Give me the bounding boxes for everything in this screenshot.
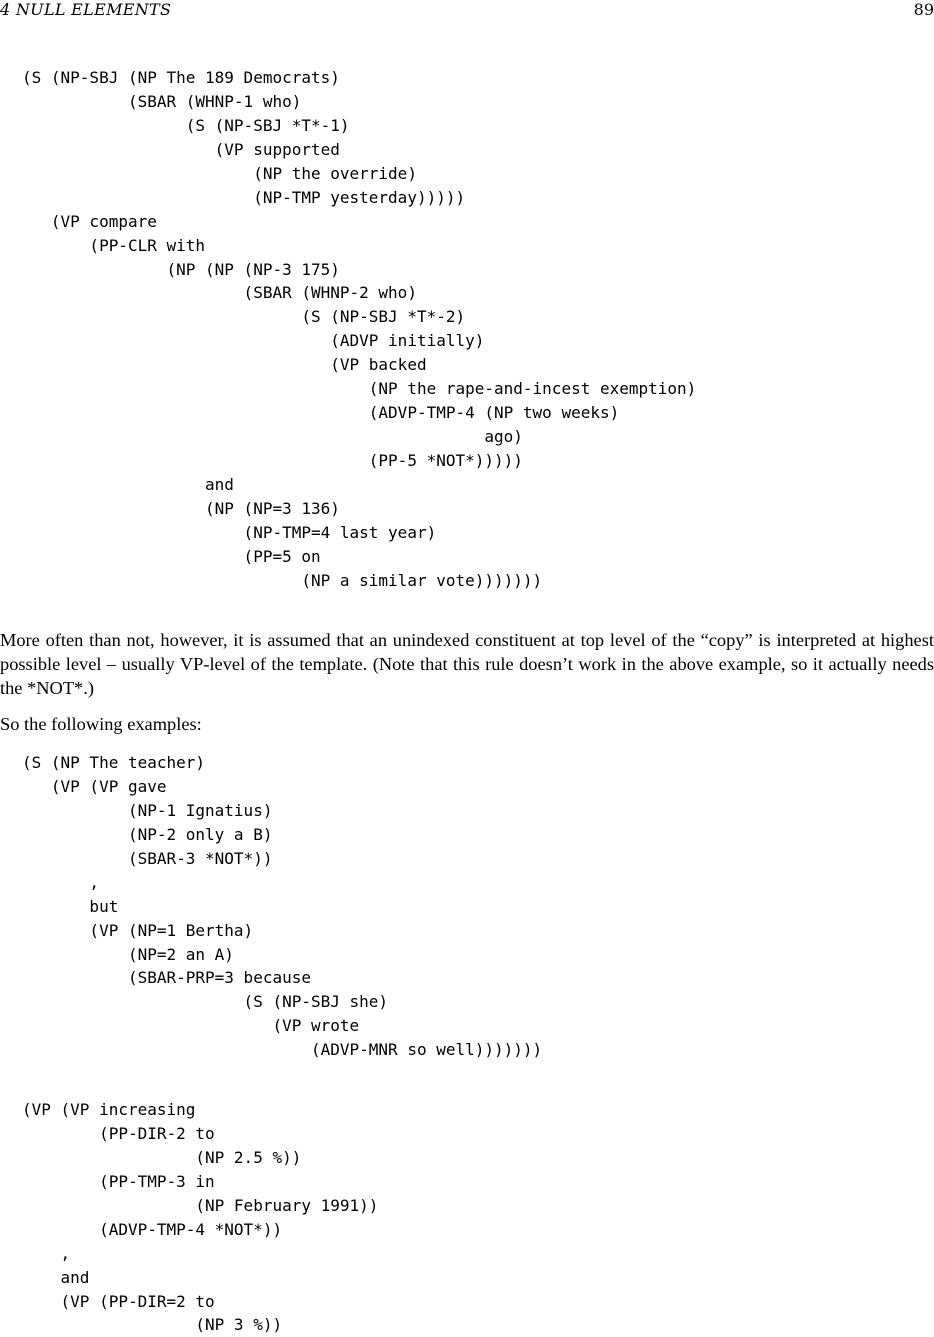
code-line: (NP the rape-and-incest exemption): [22, 379, 697, 399]
code-line: (ADVP-MNR so well))))))): [22, 1040, 543, 1060]
code-line: and: [22, 474, 234, 494]
code-line: (NP (NP (NP-3 175): [22, 259, 340, 279]
code-example-3: [22, 1098, 378, 1337]
code-line: (NP-2 only a B): [22, 824, 273, 844]
code-line: ago): [22, 427, 523, 447]
code-line: (S (NP-SBJ *T*-1): [22, 115, 350, 135]
code-line: (VP compare: [22, 211, 157, 231]
lead-in-paragraph: So the following examples:: [0, 714, 202, 734]
code-line: (PP=5 on: [22, 546, 321, 566]
code-line: (PP-CLR with: [22, 235, 206, 255]
code-line: (S (NP-SBJ *T*-2): [22, 307, 466, 327]
page-number: 89: [913, 0, 934, 19]
code-line: (SBAR-3 *NOT*)): [22, 848, 273, 868]
section-title: 4 NULL ELEMENTS: [0, 0, 172, 19]
code-line: (S (NP-SBJ (NP The 189 Democrats): [22, 68, 340, 87]
code-line: (NP 3 %)): [22, 1315, 283, 1335]
code-line: (PP-DIR-2 to: [22, 1123, 215, 1143]
code-example-2: [22, 751, 542, 1062]
running-head: [0, 0, 934, 20]
code-line: (NP=2 an A): [22, 944, 234, 964]
code-line: (SBAR (WHNP-2 who): [22, 283, 417, 303]
code-line: (NP the override): [22, 163, 417, 183]
code-line: ,: [22, 1243, 71, 1263]
code-line: and: [22, 1267, 90, 1287]
code-line: (NP-TMP yesterday))))): [22, 187, 466, 207]
code-line: (VP (VP gave: [22, 776, 167, 796]
body-paragraph: More often than not, however, it is assumed that an unindexed constituent at top level of the “copy” is interpreted at highest possible level – usually VP-level of the template. (Note that this rule doesn’t work in the above example, so it actually needs the *NOT*.): [0, 630, 934, 698]
code-line: (NP February 1991)): [22, 1195, 379, 1215]
code-line: (VP supported: [22, 139, 340, 159]
code-line: (VP (VP increasing: [22, 1100, 196, 1119]
code-line: (NP-1 Ignatius): [22, 800, 273, 820]
code-line: (VP wrote: [22, 1016, 360, 1036]
code-line: (S (NP The teacher): [22, 753, 206, 772]
code-line: (VP (PP-DIR=2 to: [22, 1291, 215, 1311]
code-example-1: [22, 66, 696, 593]
code-line: (ADVP initially): [22, 331, 485, 351]
code-line: (NP a similar vote))))))): [22, 570, 543, 590]
code-line: (PP-TMP-3 in: [22, 1171, 215, 1191]
code-line: (ADVP-TMP-4 *NOT*)): [22, 1219, 283, 1239]
code-line: ,: [22, 872, 100, 892]
code-line: (NP 2.5 %)): [22, 1147, 302, 1167]
code-line: (NP (NP=3 136): [22, 498, 340, 518]
code-line: (SBAR (WHNP-1 who): [22, 91, 302, 111]
code-line: (S (NP-SBJ she): [22, 992, 389, 1012]
code-line: but: [22, 896, 119, 916]
code-line: (SBAR-PRP=3 because: [22, 968, 311, 988]
code-line: (VP backed: [22, 355, 427, 375]
code-line: (ADVP-TMP-4 (NP two weeks): [22, 403, 620, 423]
code-line: (NP-TMP=4 last year): [22, 522, 437, 542]
code-line: (PP-5 *NOT*))))): [22, 451, 523, 470]
code-line: (VP (NP=1 Bertha): [22, 920, 254, 940]
